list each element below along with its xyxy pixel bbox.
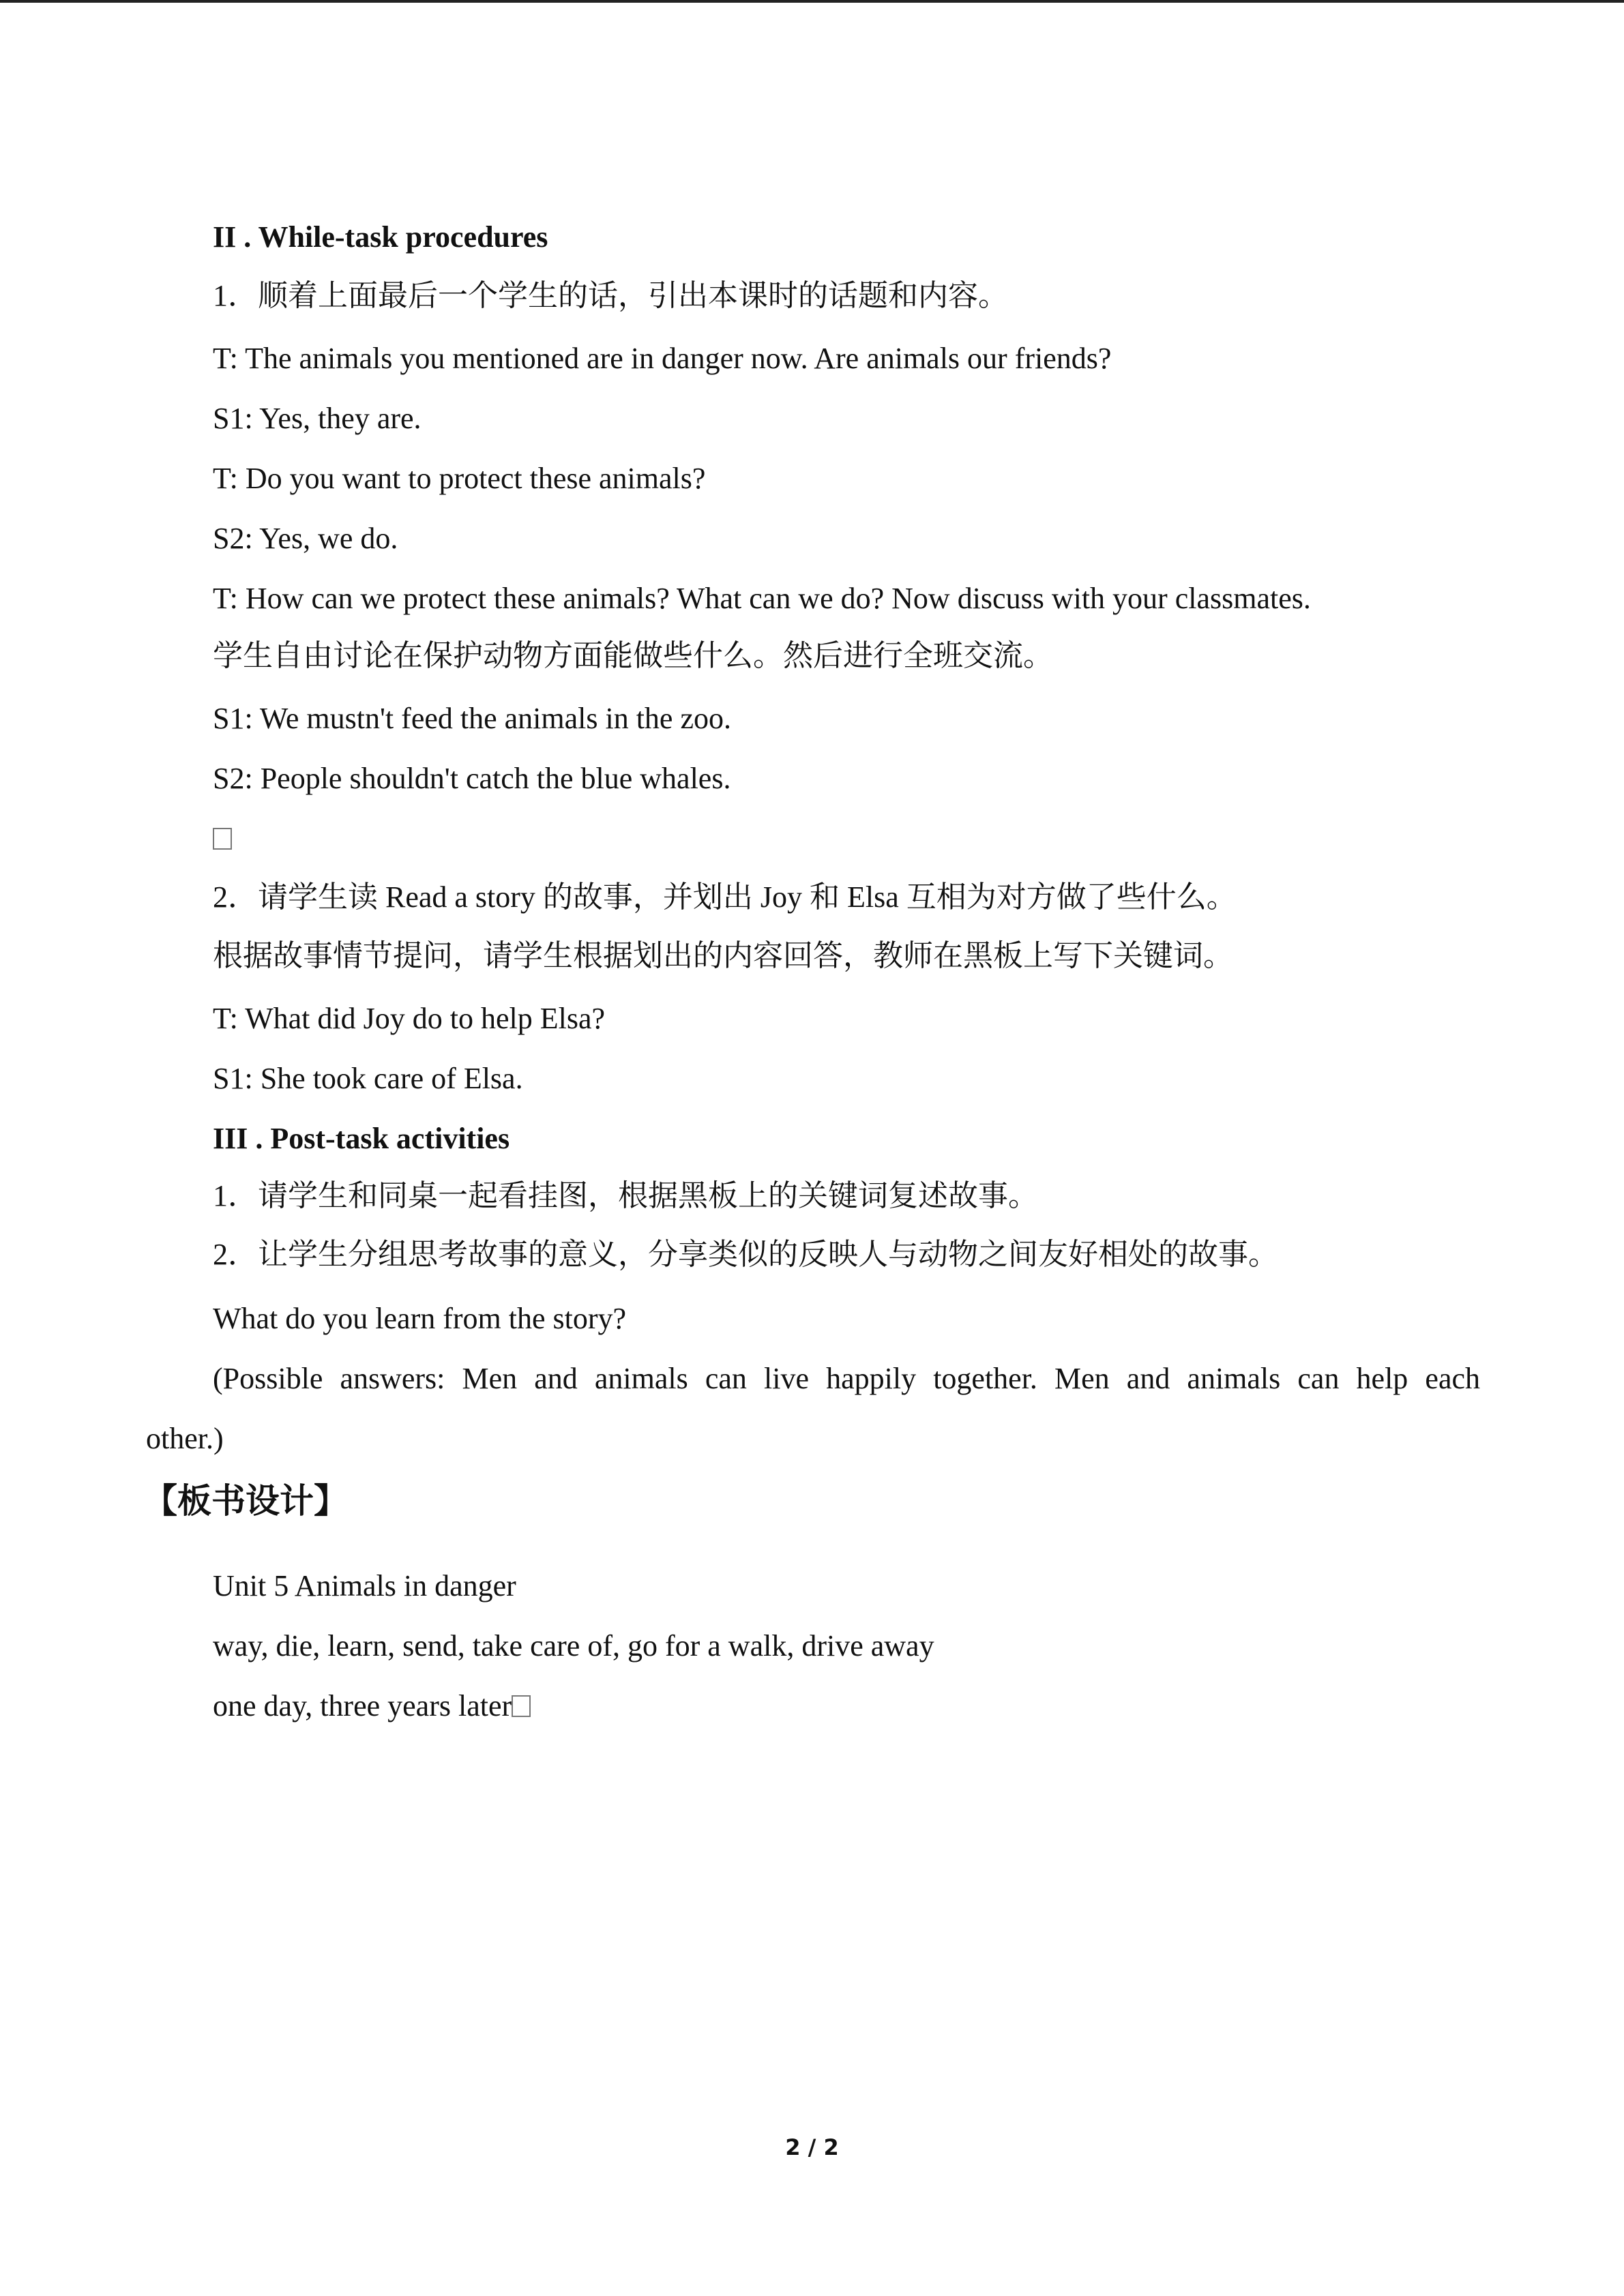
text-line: 根据故事情节提问，请学生根据划出的内容回答，教师在黑板上写下关键词。 — [213, 939, 1233, 972]
text-line: T: Do you want to protect these animals? — [213, 462, 706, 495]
text-line: What do you learn from the story? — [213, 1302, 627, 1335]
text-line: 1．顺着上面最后一个学生的话，引出本课时的话题和内容。 — [213, 279, 1008, 312]
text-line: S1: Yes, they are. — [213, 402, 422, 435]
text-line: S2: People shouldn't catch the blue whales. — [213, 762, 731, 795]
text-line: 2．让学生分组思考故事的意义，分享类似的反映人与动物之间友好相处的故事。 — [213, 1238, 1278, 1271]
text-line: T: How can we protect these animals? What can we do? Now discuss with your classmates. — [213, 582, 1311, 615]
board-line: Unit 5 Animals in danger — [213, 1569, 516, 1602]
board-line-text: one day, three years later — [213, 1689, 512, 1723]
missing-glyph-box — [213, 828, 232, 850]
missing-glyph-box — [512, 1695, 531, 1717]
text-line: S2: Yes, we do. — [213, 522, 398, 555]
text-line: T: The animals you mentioned are in danger now. Are animals our friends? — [213, 342, 1112, 375]
possible-answers-continuation: other.) — [146, 1422, 224, 1455]
text-line: T: What did Joy do to help Elsa? — [213, 1002, 606, 1035]
board-line: way, die, learn, send, take care of, go for a walk, drive away — [213, 1629, 934, 1663]
text-line: S1: We mustn't feed the animals in the zoo. — [213, 702, 731, 735]
placeholder-box — [213, 818, 232, 859]
text-line: 1．请学生和同桌一起看挂图，根据黑板上的关键词复述故事。 — [213, 1179, 1038, 1212]
possible-answers-line: (Possible answers: Men and animals can live happily together. Men and animals can help each — [213, 1362, 1480, 1395]
text-line: 学生自由讨论在保护动物方面能做些什么。然后进行全班交流。 — [213, 639, 1053, 672]
board-line-last — [213, 1686, 531, 1727]
page-number: 2 / 2 — [785, 2134, 839, 2160]
section-heading-post-task: III . Post-task activities — [213, 1122, 510, 1155]
section-heading-while-task: II . While-task procedures — [213, 220, 548, 254]
text-line: 2．请学生读 Read a story 的故事，并划出 Joy 和 Elsa 互相为对方做了些什么。 — [213, 880, 1237, 914]
text-line: S1: She took care of Elsa. — [213, 1062, 523, 1095]
board-design-heading: 【板书设计】 — [143, 1481, 348, 1521]
